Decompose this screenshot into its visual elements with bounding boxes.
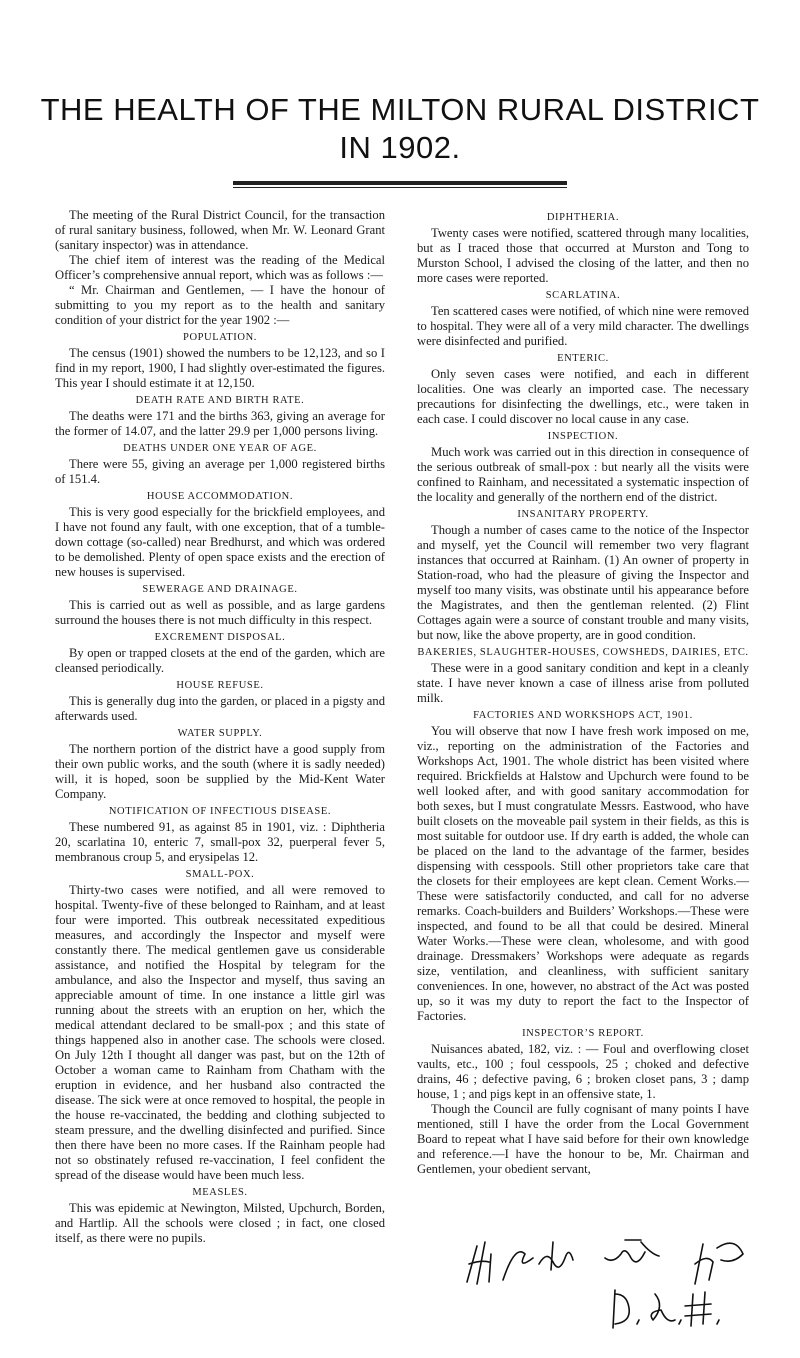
section-heading: MEASLES. bbox=[192, 1187, 248, 1198]
section-heading: SEWERAGE AND DRAINAGE. bbox=[142, 584, 298, 595]
body-paragraph: The northern portion of the district have a good supply from their own public works, and the south (where it is sadly needed) will, it is hoped, soon be supplied by the Mid-Kent Water Company. bbox=[55, 742, 385, 801]
body-paragraph: Thirty-two cases were notified, and all were removed to hospital. Twenty-five of these belonged to Rainham, and at least four were imported. This outbreak necessitated expeditious measures, and accordingly the Inspector and myself were constantly there. The medical gentlemen gave us considerable assistance, and notified the Hospital by telegram for the ambulance, and also the Inspector and myself, thus saving an appreciable amount of time. In one instance a little girl was running about the streets with an eruption on her, which the medical attendant declared to be small-pox ; and this state of things happened also in another case. The schools were closed. On July 12th I thought all danger was past, but on the 12th of October a woman came to Rainham from Chatham with the eruption in evidence, and her husband also contracted the disease. The sick were at once removed to hospital, the people in the house re-vaccinated, the bedding and clothing subjected to steam pressure, and the dwelling disinfected and purified. Since then there have been no more cases. If the Rainham people had not so obstinately refused re-vaccination, I feel confident the spread of the disease would have been much less. bbox=[55, 883, 385, 1182]
section-heading: EXCREMENT DISPOSAL. bbox=[154, 632, 286, 643]
section-heading: DEATH RATE AND BIRTH RATE. bbox=[135, 395, 305, 406]
section-heading: DIPHTHERIA. bbox=[546, 212, 620, 223]
handwritten-signature-icon bbox=[455, 1224, 755, 1334]
body-paragraph: Nuisances abated, 182, viz. : — Foul and overflowing closet vaults, etc., 100 ; foul cesspools, 25 ; choked and defective drains, 46 ; defective paving, 6 ; broken closet pans, 3 ; damp house, 1 ; and pigs kept in an offensive state, 1. bbox=[417, 1042, 749, 1101]
title-line-2: IN 1902. bbox=[339, 130, 461, 165]
divider-thin-rule bbox=[233, 187, 567, 188]
body-paragraph: You will observe that now I have fresh work imposed on me, viz., reporting on the administration of the Factories and Workshops Act, 1901. The whole district has been visited where required. Brickfields at Halstow and Upchurch were found to be well looked after, and with good sanitary accommodation for both sexes, but I must congratulate Messrs. Eastwood, who have built closets on the moveable pail system in their fields, as this is most suitable for outdoor use. If dry earth is added, the whole can be placed on the land to the advantage of the farmer, besides dispensing with cesspools. Still other proprietors take care that the closets for their employees are kept clean. Cement Works.—These were satisfactorily conducted, and call for no adverse remarks. Coach-builders and Builders’ Workshops.—These were inspected, and found to be all that could be desired. Mineral Water Works.—These were clean, wholesome, and with good drainage. Dressmakers’ Workshops were adequate as regards size, ventilation, and cleanliness, with sufficient sanitary conveniences. In one, however, no abstract of the Act was posted up, so it was my duty to report the fact to the Inspector of Factories. bbox=[417, 724, 749, 1023]
section-heading: DEATHS UNDER ONE YEAR OF AGE. bbox=[123, 443, 317, 454]
body-paragraph: By open or trapped closets at the end of the garden, which are cleansed periodically. bbox=[55, 646, 385, 675]
body-paragraph: The meeting of the Rural District Council, for the transaction of rural sanitary business, followed, when Mr. W. Leonard Grant (sanitary inspector) was in attendance. bbox=[55, 208, 385, 252]
section-heading: WATER SUPPLY. bbox=[177, 728, 263, 739]
body-paragraph: Much work was carried out in this direction in consequence of the serious outbreak of small-pox : but nearly all the visits were confined to Rainham, and necessitated a systematic inspection of the locality and generally of the northern end of the district. bbox=[417, 445, 749, 504]
body-paragraph: There were 55, giving an average per 1,000 registered births of 151.4. bbox=[55, 457, 385, 486]
body-paragraph: Twenty cases were notified, scattered through many localities, but as I traced those that occurred at Murston and Tong to Murston School, I advised the closing of the latter, and then no more cases were reported. bbox=[417, 226, 749, 285]
body-paragraph: The census (1901) showed the numbers to be 12,123, and so I find in my report, 1900, I had slightly over-estimated the figures. This year I should estimate it at 12,150. bbox=[55, 346, 385, 390]
body-paragraph: This is carried out as well as possible, and as large gardens surround the houses there is not much difficulty in this respect. bbox=[55, 598, 385, 627]
title-line-1: THE HEALTH OF THE MILTON RURAL DISTRICT bbox=[40, 92, 760, 127]
body-paragraph: These numbered 91, as against 85 in 1901, viz. : Diphtheria 20, scarlatina 10, enteric 7, small-pox 32, puerperal fever 5, membranous croup 5, and erysipelas 12. bbox=[55, 820, 385, 864]
body-paragraph: Ten scattered cases were notified, of which nine were removed to hospital. They were all of a very mild character. The dwellings were disinfected and purified. bbox=[417, 304, 749, 348]
section-heading: BAKERIES, SLAUGHTER-HOUSES, COWSHEDS, DAIRIES, ETC. bbox=[417, 647, 749, 658]
body-paragraph: These were in a good sanitary condition and kept in a cleanly state. I have never known a case of illness arise from polluted milk. bbox=[417, 661, 749, 705]
body-paragraph: Though a number of cases came to the notice of the Inspector and myself, yet the Council will remember two very flagrant instances that occurred at Rainham. (1) An owner of property in Station-road, who had the pleasure of giving the Inspector and myself too many visits, was obstinate until his appearance before the Magistrates, and then the gentleman relented. (2) Flint Cottages again were a source of constant trouble and many visits, but now, like the above property, are in good condition. bbox=[417, 523, 749, 642]
title-divider bbox=[233, 181, 567, 188]
section-heading: NOTIFICATION OF INFECTIOUS DISEASE. bbox=[108, 806, 332, 817]
body-paragraph: This was epidemic at Newington, Milsted, Upchurch, Borden, and Hartlip. All the schools were closed ; in fact, one closed itself, as there were no pupils. bbox=[55, 1201, 385, 1245]
right-column bbox=[417, 208, 749, 1177]
section-heading: SCARLATINA. bbox=[545, 290, 621, 301]
body-paragraph: This is very good especially for the brickfield employees, and I have not found any fault, with one exception, that of a tumble-down cottage (so-called) near Bredhurst, and which was ordered to be demolished. Plenty of open space exists and the erection of new houses is supervised. bbox=[55, 505, 385, 579]
section-heading: POPULATION. bbox=[183, 332, 257, 343]
section-heading: HOUSE REFUSE. bbox=[176, 680, 264, 691]
section-heading: FACTORIES AND WORKSHOPS ACT, 1901. bbox=[473, 710, 693, 721]
body-paragraph: The chief item of interest was the reading of the Medical Officer’s comprehensive annual report, which was as follows :— bbox=[55, 253, 385, 282]
body-paragraph: The deaths were 171 and the births 363, giving an average for the former of 14.07, and the latter 29.9 per 1,000 persons living. bbox=[55, 409, 385, 438]
section-heading: ENTERIC. bbox=[557, 353, 609, 364]
page-title bbox=[0, 92, 800, 166]
section-heading: INSPECTOR’S REPORT. bbox=[522, 1028, 644, 1039]
body-paragraph: “ Mr. Chairman and Gentlemen, — I have the honour of submitting to you my report as to the health and sanitary condition of your district for the year 1902 :— bbox=[55, 283, 385, 327]
body-paragraph: Only seven cases were notified, and each in different localities. One was clearly an imported case. The necessary precautions for disinfecting the dwellings, etc., were taken in each case. I could discover no local cause in any case. bbox=[417, 367, 749, 426]
divider-thick-rule bbox=[233, 181, 567, 185]
body-paragraph: This is generally dug into the garden, or placed in a pigsty and afterwards used. bbox=[55, 694, 385, 723]
section-heading: SMALL-POX. bbox=[185, 869, 255, 880]
body-paragraph: Though the Council are fully cognisant of many points I have mentioned, still I have the order from the Local Government Board to repeat what I have said before for their own knowledge and reference.—I have the honour to be, Mr. Chairman and Gentlemen, your obedient servant, bbox=[417, 1102, 749, 1176]
left-column bbox=[55, 208, 385, 1246]
section-heading: INSPECTION. bbox=[547, 431, 619, 442]
section-heading: INSANITARY PROPERTY. bbox=[517, 509, 649, 520]
signature bbox=[455, 1224, 755, 1334]
section-heading: HOUSE ACCOMMODATION. bbox=[146, 491, 294, 502]
